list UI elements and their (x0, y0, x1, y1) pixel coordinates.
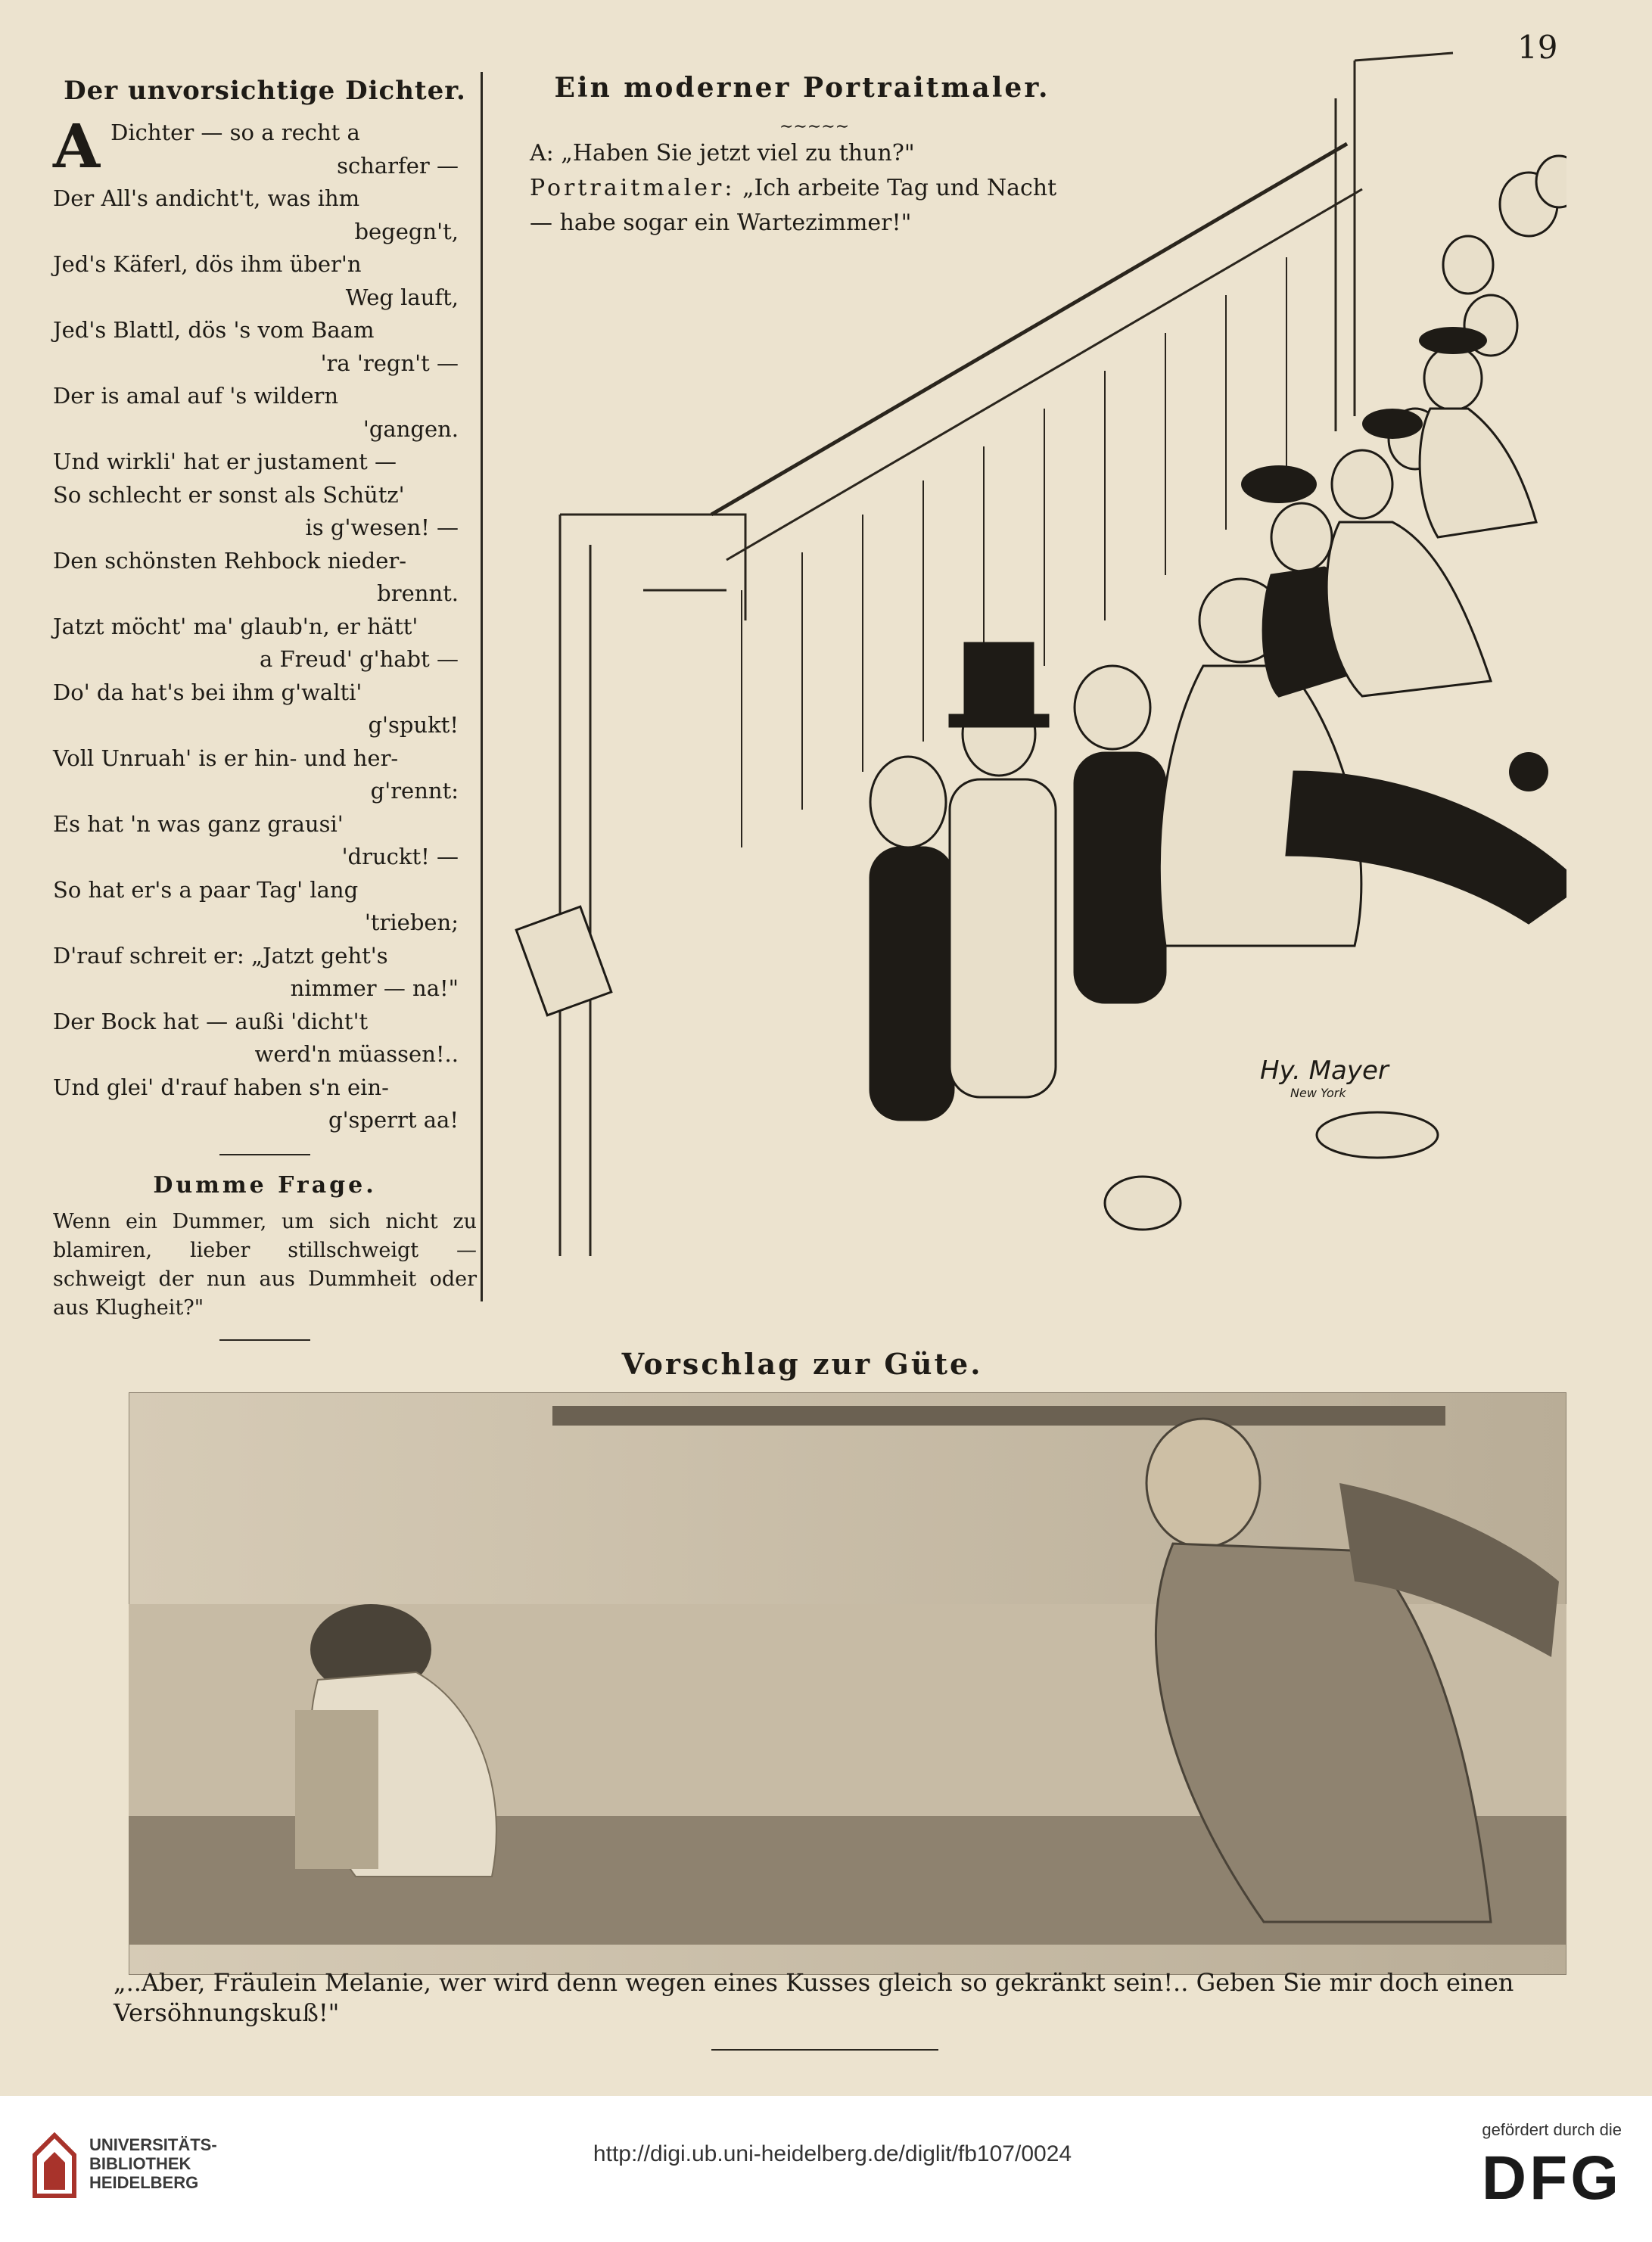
poem-line: Der Bock hat — außi 'dicht't (53, 1008, 369, 1034)
institution-name (89, 2135, 217, 2192)
poem-body (53, 110, 477, 1137)
poem-line: g'rennt: (370, 778, 459, 804)
divider (219, 1154, 310, 1155)
signature-place: New York (1290, 1086, 1346, 1100)
poem-line: D'rauf schreit er: „Jatzt geht's (53, 942, 388, 969)
dfg-logo: DFG (1481, 2144, 1622, 2212)
poem-line: Es hat 'n was ganz grausi' (53, 810, 344, 837)
poem-line: 'druckt! — (341, 844, 459, 869)
poem-line: Dichter — so a recht a (110, 120, 360, 145)
cartoon-title: Ein moderner Portraitmaler. (554, 72, 1050, 104)
permalink-url[interactable]: http://digi.ub.uni-heidelberg.de/diglit/fb107/0024 (593, 2141, 1072, 2166)
column-rule (481, 72, 483, 1301)
poem-line: 'trieben; (364, 910, 459, 935)
page-number: 19 (1517, 29, 1558, 66)
poem-dropcap: A (53, 110, 101, 182)
poem-line: g'sperrt aa! (328, 1107, 459, 1133)
poem-line: 'gangen. (362, 415, 459, 442)
title-ornament: ∼∼∼∼∼ (779, 117, 850, 136)
poem-line: Und glei' d'rauf haben s'n ein- (53, 1074, 389, 1100)
divider (219, 1339, 310, 1341)
dialog-line-painter (530, 171, 1135, 206)
poem-line: Jatzt möcht' ma' glaub'n, er hätt' (53, 613, 418, 639)
joke-text: Wenn ein Dummer, um sich nicht zu blamiren, lieber stillschweigt — schweigt der nun aus Dummheit oder aus Klugheit?" (53, 1209, 477, 1320)
funded-by-text: gefördert durch die (1482, 2120, 1622, 2139)
poem-line: werd'n müassen!.. (254, 1041, 459, 1067)
bottom-cartoon-title: Vorschlag zur Güte. (621, 1347, 983, 1381)
poem-line: nimmer — na!" (290, 975, 459, 1001)
poem-title: Der unvorsichtige Dichter. (64, 76, 466, 106)
institution-line: HEIDELBERG (89, 2173, 199, 2192)
signature-name: Hy. Mayer (1260, 1056, 1389, 1086)
cartoon-dialog (530, 136, 1135, 241)
melanie-illustration (129, 1392, 1566, 1975)
poem-line: Jed's Blattl, dös 's vom Baam (53, 317, 375, 343)
poem-line: Der is amal auf 's wildern (53, 383, 339, 409)
dialog-line-3: — habe sogar ein Wartezimmer!" (530, 210, 912, 236)
left-column (53, 68, 477, 1357)
poem-line: brennt. (377, 580, 459, 606)
joke-title: Dumme Frage. (153, 1171, 377, 1199)
poem-line: is g'wesen! — (305, 515, 459, 540)
poem-line: 'ra 'regn't — (320, 350, 459, 376)
poem-line: scharfer — (337, 152, 459, 179)
institution-line: UNIVERSITÄTS- (89, 2135, 217, 2154)
poem-line: So hat er's a paar Tag' lang (53, 876, 359, 903)
poem-line: Do' da hat's bei ihm g'walti' (53, 679, 362, 705)
dialog-text: „Ich arbeite Tag und Nacht (742, 175, 1057, 201)
dialog-line-a: A: „Haben Sie jetzt viel zu thun?" (530, 140, 915, 166)
poem-line: begegn't, (354, 218, 459, 244)
poem-line: g'spukt! (368, 712, 459, 738)
poem-line: Der All's andicht't, was ihm (53, 185, 360, 211)
ub-heidelberg-logo-icon (32, 2132, 77, 2199)
poem-line: Den schönsten Rehbock nieder- (53, 547, 407, 574)
poem-line: Und wirkli' hat er justament — (53, 449, 397, 474)
poem-line: Voll Unruah' is er hin- und her- (53, 745, 399, 771)
bottom-caption: „..Aber, Fräulein Melanie, wer wird denn wegen eines Kusses gleich so gekränkt sein!.. Geben Sie mir doch einen Versöhnungskuß!" (114, 1968, 1514, 2027)
poem-line: Jed's Käferl, dös ihm über'n (53, 251, 362, 277)
artist-signature (1260, 1056, 1389, 1100)
divider (711, 2049, 938, 2051)
poem-line: a Freud' g'habt — (259, 646, 459, 672)
poem-line: So schlecht er sonst als Schütz' (53, 481, 405, 508)
institution-line: BIBLIOTHEK (89, 2154, 191, 2173)
dialog-speaker: Portraitmaler: (530, 175, 736, 201)
digitization-footer (0, 2096, 1652, 2242)
poem-line: Weg lauft, (345, 284, 459, 310)
